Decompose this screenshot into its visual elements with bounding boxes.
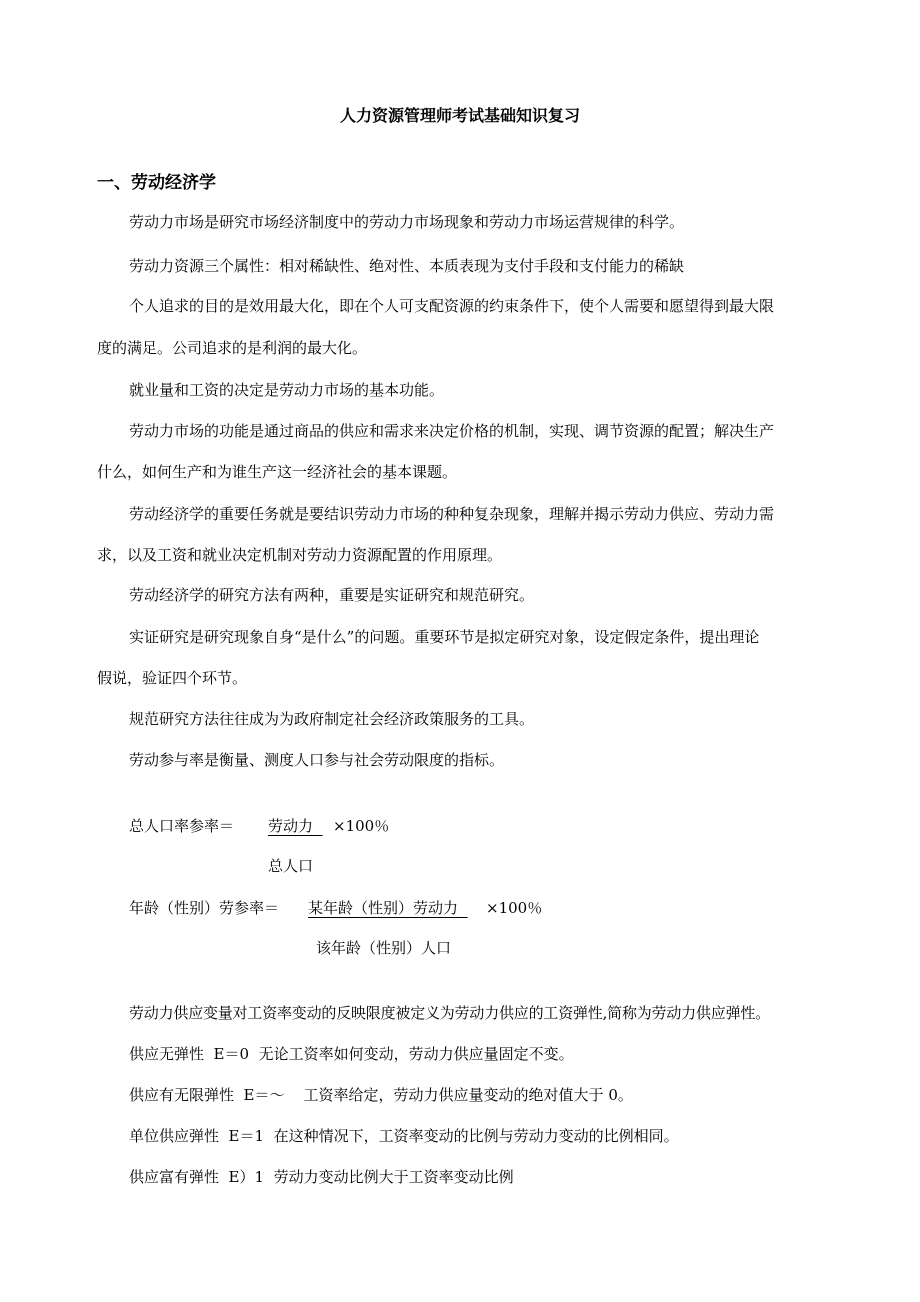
formula-multiplier: ×100％ [333, 817, 390, 835]
elasticity-item: 供应无弹性 E＝0 无论工资率如何变动，劳动力供应量固定不变。 [129, 1045, 574, 1063]
paragraph: 实证研究是研究现象自身“是什么”的问题。重要环节是拟定研究对象，设定假定条件，提出理论 [129, 628, 760, 646]
paragraph: 个人追求的目的是效用最大化，即在个人可支配资源的约束条件下，使个人需要和愿望得到最大限 [129, 297, 775, 315]
paragraph: 劳动力资源三个属性：相对稀缺性、绝对性、本质表现为支付手段和支付能力的稀缺 [129, 257, 685, 275]
paragraph: 劳动经济学的研究方法有两种，重要是实证研究和规范研究。 [129, 586, 535, 604]
paragraph: 就业量和工资的决定是劳动力市场的基本功能。 [129, 381, 445, 399]
formula-label: 总人口率参率＝ [129, 817, 235, 835]
section-heading: 一、劳动经济学 [97, 173, 216, 193]
paragraph: 劳动力市场的功能是通过商品的供应和需求来决定价格的机制，实现、调节资源的配置；解决生产 [129, 422, 775, 440]
elasticity-item: 供应有无限弹性 E＝～ 工资率给定，劳动力供应量变动的绝对值大于 0。 [129, 1086, 633, 1104]
paragraph-continuation: 度的满足。公司追求的是利润的最大化。 [97, 339, 368, 357]
formula-multiplier: ×100％ [486, 899, 543, 917]
elasticity-item: 供应富有弹性 E）1 劳动力变动比例大于工资率变动比例 [129, 1168, 514, 1186]
paragraph: 规范研究方法往往成为为政府制定社会经济政策服务的工具。 [129, 710, 535, 728]
paragraph-continuation: 假说，验证四个环节。 [97, 669, 248, 687]
paragraph-continuation: 什么，如何生产和为谁生产这一经济社会的基本课题。 [97, 463, 458, 481]
formula-numerator: 某年龄（性别）劳动力 [308, 899, 459, 917]
formula-label: 年龄（性别）劳参率＝ [129, 899, 280, 917]
formula-numerator: 劳动力 [268, 817, 314, 835]
paragraph: 劳动力供应变量对工资率变动的反映限度被定义为劳动力供应的工资弹性,简称为劳动力供应弹性。 [129, 1004, 770, 1022]
paragraph: 劳动参与率是衡量、测度人口参与社会劳动限度的指标。 [129, 751, 505, 769]
formula-denominator: 总人口 [268, 857, 314, 875]
paragraph: 劳动力市场是研究市场经济制度中的劳动力市场现象和劳动力市场运营规律的科学。 [129, 213, 685, 231]
paragraph-continuation: 求，以及工资和就业决定机制对劳动力资源配置的作用原理。 [97, 546, 503, 564]
elasticity-item: 单位供应弹性 E＝1 在这种情况下，工资率变动的比例与劳动力变动的比例相同。 [129, 1127, 679, 1145]
formula-denominator: 该年龄（性别）人口 [316, 939, 452, 957]
document-title: 人力资源管理师考试基础知识复习 [339, 106, 580, 125]
paragraph: 劳动经济学的重要任务就是要结识劳动力市场的种种复杂现象，理解并揭示劳动力供应、劳动力需 [129, 505, 775, 523]
